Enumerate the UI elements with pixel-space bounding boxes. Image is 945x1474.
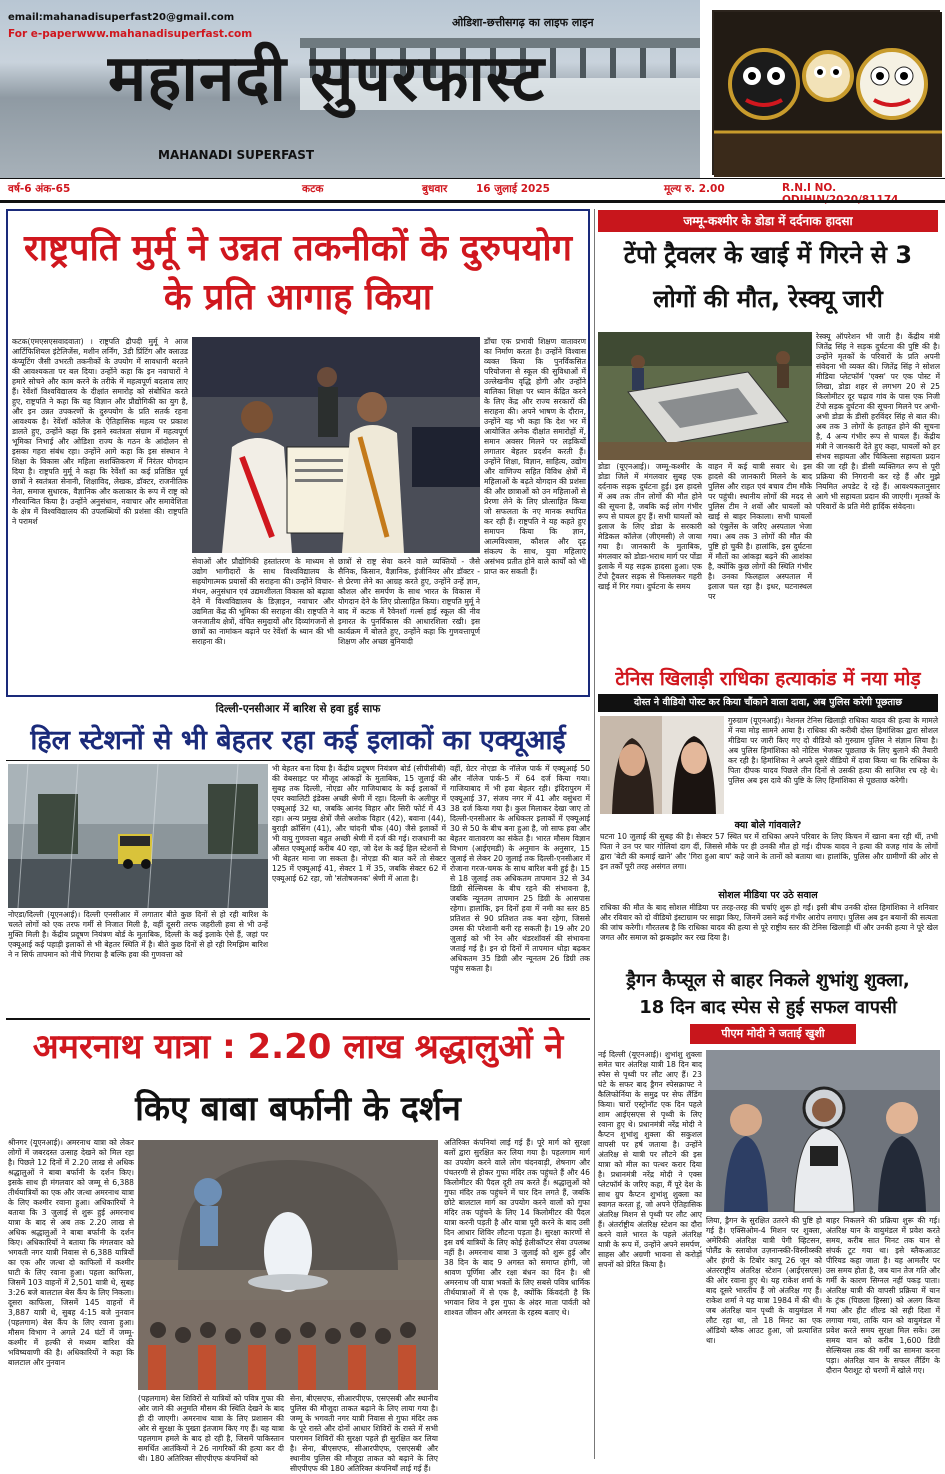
- story5-col3: सेना, बीएसएफ, सीआरपीएफ, एसएसबी और स्थानीय पुलिस की मौजूदा ताकत बढ़ाने के लिए लाया गया है। जम्मू के भगवती नगर यात्री निवास से गुफा मंदिर तक के पूरे रास्ते और दोनों आधार शिविरों के रास्ते में सभी पारगमन शिविरों की सुरक्षा पहले ही सुरक्षित कर लिया है। सेना, बीएसएफ, सीआरपीएफ, एसएसबी और स्थानीय पुलिस की मौजूदा ताकत को बढ़ाने के लिए सीएपीएफ की 180 अतिरिक्त कंपनियाँ लाई गई हैं।: [290, 1394, 438, 1474]
- dateline-city: कटक: [302, 183, 324, 195]
- story4-photo-rain: [8, 764, 268, 908]
- story5-photo-shivling: [138, 1140, 438, 1390]
- story6-col1: नई दिल्ली (यूएनआई)। शुभांशु शुक्ला समेत चार अंतरिक्ष यात्री 18 दिन बाद स्पेस से पृथ्वी पर लौट आए हैं। 23 घंटे के सफर बाद ड्रैगन स्पेसक्राफ्ट ने कैलिफोर्निया के समुद्र पर सेफ लैंडिंग किया। चारों एस्ट्रोनॉट एक दिन पहले शाम आईएसएस से पृथ्वी के लिए रवाना हुए थे। प्रधानमंत्री नरेंद्र मोदी ने कैप्टन शुभांशु शुक्ला की सकुशल वापसी पर हर्ष जताया है। उन्होंने अंतरिक्ष से यात्री पर लौटने की इस यात्रा को मील का पत्थर करार दिया है। प्रधानमंत्री नरेंद्र मोदी ने एक्स प्लेटफॉर्म के जरिए कहा, मैं पूरे देश के साथ ग्रुप कैप्टन शुभांशु शुक्ला का स्वागत करता हूं, जो अपने ऐतिहासिक अंतरिक्ष मिशन से पृथ्वी पर लौट आए हैं। अंतर्राष्ट्रीय अंतरिक्ष स्टेशन का दौरा करने वाले भारत के पहले अंतरिक्ष यात्री के रूप में, उन्होंने अपने समर्पण, साहस और अग्रणी भावना से करोड़ों सपनों को प्रेरित किया है।: [598, 1050, 702, 1270]
- story2-col-right: रेस्क्यू ऑपरेशन भी जारी है। केंद्रीय मंत्री जितेंद्र सिंह ने सड़क दुर्घटना की पुष्टि की है। उन्होंने मृतकों के परिवारों के प्रति अपनी संवेदना भी व्यक्त की। जितेंद्र सिंह ने सोशल मीडिया प्लेटफॉर्म 'एक्स' पर एक पोस्ट में लिखा, डोडा शहर से लगभग 20 से 25 किलोमीटर दूर चढ़ाव गांव के पास एक निजी टेंपो सड़क दुर्घटना की सूचना मिलने पर अभी-अभी डोडा के डीसी हरविंदर सिंह से बात की। अब तक 3 लोगों के हताहत होने की सूचना है, 4 अन्य गंभीर रूप से घायल हैं। केंद्रीय मंत्री ने जानकारी देते हुए कहा, घायलों को हर संभव सहायता और चिकित्सा सहायता प्रदान की जा रही है। डीसी व्यक्तिगत रूप से पूरी प्रक्रिया की निगरानी कर रहे हैं और मुझे नियमित अपडेट दे रहे हैं। आवश्यकतानुसार आगे भी सहायता प्रदान की जाएगी। मृतकों के परिवारों के प्रति मेरी हार्दिक संवेदना।: [816, 332, 940, 512]
- story4-col2: भी बेहतर बना दिया है। केंद्रीय प्रदूषण नियंत्रण बोर्ड (सीपीसीबी) की वेबसाइट पर मौजूद आंकड़ों के मुताबिक, 15 जुलाई की सुबह तक दिल्ली, नोएडा और गाजियाबाद के कई इलाकों में एयर क्वालिटी इंडेक्स अच्छी श्रेणी में रहा। दिल्ली के अलीपुर में एक्यूआई 32 था, जबकि आनंद विहार और सिरी फोर्ट में 43 रहा। अन्य प्रमुख क्षेत्रों जैसे अशोक विहार (42), बवाना (44), बुराड़ी क्रॉसिंग (41), और चांदनी चौक (40) जैसे इलाकों में भी वायु गुणवत्ता बहुत अच्छी श्रेणी में दर्ज की गई। राजधानी का औसत एक्यूआई करीब 40 रहा, जो देश के कई हिल स्टेशनों से भी बेहतर माना जा सकता है। नोएडा की बात करें तो सेक्टर 125 में एक्यूआई 41, सेक्टर 1 में 35, जबकि सेक्टर 62 में एक्यूआई 62 रहा, जो 'संतोषजनक' श्रेणी में आता है।: [272, 764, 446, 884]
- story5-rule: [6, 1018, 590, 1020]
- story4-headline: हिल स्टेशनों से भी बेहतर रहा कई इलाकों का एक्यूआई: [30, 725, 566, 756]
- story1-col-below-a: सेवाओं और प्रौद्योगिकी हस्तांतरण के माध्यम से उद्योग भागीदारों के साथ विश्वविद्यालय के सहयोगात्मक प्रयासों की सराहना की। उन्होंने विचार-मंथन, अनुसंधान एवं उद्यमशीलता विकास को बढ़ावा देने में विश्वविद्यालय के डिज़ाइन, नवाचार और उद्यमिता केंद्र की भूमिका की सराहना की। राष्ट्रपति ने जनजातीय क्षेत्रों, वंचित समुदायों और दिव्यांगजनों से छात्रों का नामांकन बढ़ाने पर रेवेंशॉ के ध्यान की भी सराहना की।: [192, 557, 334, 647]
- story6-headline-line1: ड्रैगन कैप्सूल से बाहर निकले शुभांशु शुक्ला,: [626, 970, 910, 991]
- story2-photo-accident: [598, 332, 812, 460]
- story2-headline-line2: लोगों की मौत, रेस्क्यू जारी: [653, 285, 883, 313]
- story1-photo-president: [192, 337, 480, 553]
- story3-sub2-text: राधिका की मौत के बाद सोशल मीडिया पर तरह-तरह की चर्चाएं शुरू हो गईं। इसी बीच उनकी दोस्त हिमांशिका ने शनिवार और रविवार को दो वीडियो इंस्टाग्राम पर साझा किए, जिनमें उसने कई गंभीर आरोप लगाए। पुलिस अब इन बयानों की सत्यता की जांच करेगी। गौरतलब है कि राधिका यादव की हत्या से पूरे राष्ट्रीय स्तर की टेनिस खिलाड़ी थीं और उनकी हत्या ने पूरे खेल जगत और समाज को झकझोर कर रख दिया है।: [600, 903, 938, 943]
- jagannath-image: [712, 10, 940, 175]
- story1-headline-line1: राष्ट्रपति मुर्मू ने उन्नत तकनीकों के दुरुपयोग: [23, 228, 573, 269]
- story6-headline-line2: 18 दिन बाद स्पेस से हुई सफल वापसी: [639, 997, 897, 1018]
- dateline-rule-top: [0, 178, 945, 179]
- dateline-rule-bottom: [0, 200, 945, 203]
- story1-col-below-b: छात्रों से राष्ट्र सेवा करने वाले व्यक्तियों - जैसे सैनिक, किसान, वैज्ञानिक, इंजीनियर और डॉक्टर - से प्रेरणा लेने का आग्रह करते हुए, उन्होंने उन्हें ज्ञान, कौशल और समर्पण के साथ भारत के विकास में योगदान देने के लिए प्रोत्साहित किया। राष्ट्रपति मुर्मू ने बाद में कटक में रैवेनशॉ गर्ल्स हाई स्कूल की नीव इमारत के पुनर्विकास की आधारशिला रखी। इस कार्यक्रम में बोलते हुए, उन्होंने कहा कि गुणवत्तापूर्ण शिक्षण और अच्छा बुनियादी: [338, 557, 480, 647]
- masthead-title: महानदी सुपरफास्ट: [108, 41, 546, 116]
- story5-col1: श्रीनगर (यूएनआई)। अमरनाथ यात्रा को लेकर लोगों में जबरदस्त उत्साह देखने को मिल रहा है। पिछले 12 दिनों में 2.20 लाख से अधिक श्रद्धालुओं ने बाबा बर्फानी के दर्शन किए। इसके साथ ही मंगलवार को जम्मू से 6,388 तीर्थयात्रियों का एक और जत्था अमरनाथ यात्रा के लिए कश्मीर रवाना हुआ। अधिकारियों ने बताया कि 3 जुलाई से शुरू हुई अमरनाथ यात्रा के बाद से अब तक 2.20 लाख से अधिक श्रद्धालुओं ने बाबा बर्फानी के दर्शन किए। अधिकारियों ने बताया कि मंगलवार को भगवती नगर यात्री निवास से 6,388 यात्रियों का एक और जत्था दो काफिलों में कश्मीर घाटी के लिए रवाना हुआ। पहला काफिला, जिसमें 103 वाहनों में 2,501 यात्री थे, सुबह 3:26 बजे बालटाल बेस कैंप के लिए निकला। दूसरा काफिला, जिसमें 145 वाहनों में 3,887 यात्री थे, सुबह 4:15 बजे नुनवान (पहलगाम) बेस कैंप के लिए रवाना हुआ। मौसम विभाग ने अगले 24 घंटों में जम्मू-कश्मीर में हल्की से मध्यम बारिश की भविष्यवाणी की है। अधिकारियों ने कहा कि बालटाल और नुनवान: [8, 1138, 134, 1368]
- story4-col1: नोएडा/दिल्ली (यूएनआई)। दिल्ली एनसीआर में लगातार बीते कुछ दिनों से हो रही बारिश के चलते लोगों को एक तरफ गर्मी से निजात मिली है, वहीं दूसरी तरफ जहरीली हवा से भी उन्हें मुक्ति मिली है। केंद्रीय प्रदूषण नियंत्रण बोर्ड के मुताबिक, दिल्ली के कई इलाके ऐसे हैं, जहां पर एक्यूआई कई पहाड़ी इलाकों से भी बेहतर स्थिति में है। बीते कुछ दिनों से हो रही रिमझिम बारिश ने न सिर्फ तापमान को नीचे गिराया है बल्कि हवा की गुणवत्ता को: [8, 910, 268, 960]
- story6-col3: बाहर निकलने की प्रक्रिया शुरू की गई। अंतरिक्ष यान के वायुमंडल में प्रवेश करते समय, करीब सात मिनट तक यान से संपर्क टूट गया था। इसे ब्लैकआउट पीरियड कहा जाता है। यह आमतौर पर उस समय होता है, जब यान तेज गति और गर्मी के कारण सिग्नल नहीं पकड़ पाता। अंतरिक्ष यात्री की वापसी प्रक्रिया में यान के ट्रंक (पिछला हिस्सा) को अलग किया गया और हीट शील्ड को सही दिशा में लगाया गया, ताकि यान को वायुमंडल में प्रवेश करते समय सुरक्षा मिल सके। उस समय यान को करीब 1,600 डिग्री सेल्सियस तक की गर्मी का सामना करना पड़ा। अंतरिक्ष यान के सफल लैंडिंग के दौरान पैराशूट दो चरणों में खोले गए।: [826, 1216, 940, 1376]
- dateline-rni: R.N.I NO.: [782, 182, 837, 194]
- story1-col2: डाँचा एक प्रभावी शिक्षण वातावरण का निर्माण करता है। उन्होंने विश्वास व्यक्त किया कि पुनर्विकसित परियोजना से स्कूल की सुविधाओं में उल्लेखनीय वृद्धि होगी और उन्होंने बालिका शिक्षा पर ध्यान केंद्रित करने के लिए केंद्र और राज्य सरकारों की सराहना की। अपने भाषण के दौरान, उन्होंने यह भी कहा कि देश भर में आयोजित अनेक दीक्षांत समारोहों में, समान अवसर मिलने पर लड़कियों लगातार बेहतर प्रदर्शन करती हैं। उन्होंने शिक्षा, विज्ञान, साहित्य, उद्योग और वाणिज्य सहित विविध क्षेत्रों में महिलाओं के बढ़ते योगदान की प्रशंसा की और छात्राओं को उन महिलाओं से प्रेरणा लेने के लिए प्रोत्साहित किया जो सफलता के नए मानक स्थापित कर रही हैं। राष्ट्रपति ने यह कहते हुए समापन किया कि ज्ञान, आत्मविश्वास, कौशल और दृढ़ संकल्प के साथ, युवा महिलाएं असंभव प्रतीत होने वाले कार्यों को भी प्राप्त कर सकती हैं।: [484, 337, 586, 577]
- main-column-divider: [594, 209, 595, 1459]
- dateline-volume: वर्ष-6 अंक-65: [8, 183, 71, 195]
- story3-photo-radhika: [600, 716, 724, 814]
- masthead-tagline: ओडिशा-छत्तीसगढ़ का लाइफ लाइन: [452, 16, 594, 29]
- masthead-email: email:mahanadisuperfast20@gmail.com: [8, 12, 235, 23]
- story5-col2: (पहलगाम) बेस शिविरों से यात्रियों को पवित्र गुफा की ओर जाने की अनुमति मौसम की स्थिति देखने के बाद ही दी जाएगी। अमरनाथ यात्रा के लिए प्रशासन की ओर से सुरक्षा के पुख्ता इंतजाम किए गए हैं। यह यात्रा पहलगाम हमले के बाद हो रही है, जिसमें पाकिस्तान समर्थित आतंकियों ने 26 नागरिकों की हत्या कर दी थी। 180 अतिरिक्त सीएपीएफ कंपनियों को: [138, 1394, 284, 1464]
- masthead-subtitle: MAHANADI SUPERFAST: [158, 148, 315, 162]
- dateline-date: 16 जुलाई 2025: [476, 183, 550, 195]
- story3-sub2: सोशल मीडिया पर उठे सवाल: [718, 890, 818, 901]
- story3-sub1-text: घटना 10 जुलाई की सुबह की है। सेक्टर 57 स्थित घर में राधिका अपने परिवार के लिए किचन में खाना बना रही थीं, तभी पिता ने उन पर चार गोलियां दाग दीं, जिससे मौके पर ही उनकी मौत हो गई। दीपक यादव ने हत्या की वजह गांव के लोगों द्वारा 'बेटी की कमाई खाने' और 'गिरा हुआ बाप' कहे जाने के तानों को बताया था। हालांकि, पुलिस और ग्रामीणों की ओर से इन तर्कों पूरी तरह असंगत लगा।: [600, 832, 938, 872]
- story3-col1: गुरुग्राम (यूएनआई)। नेशनल टेनिस खिलाड़ी राधिका यादव की हत्या के मामले में नया मोड़ सामने आया है। राधिका की करीबी दोस्त हिमांशिका द्वारा सोशल मीडिया पर जारी किए गए दो वीडियो को गुरुग्राम पुलिस ने संज्ञान लिया है। अब पुलिस हिमांशिका को नोटिस भेजकर पूछताछ के लिए बुलाने की तैयारी कर रही है। हिमांशिका ने अपने दूसरे वीडियो में दावा किया था कि राधिका के पिता दीपक यादव पिछले तीन दिनों से उसकी हत्या की साजिश रच रहे थे। पुलिस अब इस दावे की पुष्टि के लिए हिमांशिका से पूछताछ करेगी।: [728, 716, 938, 786]
- story2-headline-line1: टेंपो ट्रैवलर के खाई में गिरने से 3: [623, 241, 913, 269]
- story6-kicker: पीएम मोदी ने जताई खुशी: [690, 1024, 856, 1044]
- story4-kicker: दिल्ली-एनसीआर में बारिश से हवा हुई साफ: [215, 703, 381, 715]
- masthead-epaper: For e-paperwww.mahanadisuperfast.com: [8, 28, 253, 40]
- dateline-day: बुधवार: [422, 183, 448, 195]
- story2-col2: वाहन में कई यात्री सवार थे। इस हादसे की जानकारी मिलने के बाद पुलिस और राहत एवं बचाव टीम मौके पर पहुंची। स्थानीय लोगों की मदद से पुलिस टीम ने शवों और घायलों को खाई से बाहर निकाला। सभी घायलों को एंबुलेंस के जरिए अस्पताल भेजा गया। अब तक 3 लोगों की मौत की पुष्टि हो चुकी है। हालांकि, इस दुर्घटना में मौतों का आंकड़ा बढ़ने की आशंका है, क्योंकि कुछ लोगों की स्थिति गंभीर है। उनका फिलहाल अस्पताल में इलाज चल रहा है। इधर, घटनास्थल पर: [708, 462, 812, 602]
- story3-headline: टेनिस खिलाड़ी राधिका हत्याकांड में नया मोड़: [615, 668, 921, 690]
- story1-headline-line2: के प्रति आगाह किया: [163, 277, 433, 318]
- story6-photo-astronaut: [706, 1050, 940, 1212]
- dateline-price: मूल्य रु. 2.00: [664, 183, 725, 195]
- story3-sub1: क्या बोले गांववाले?: [734, 820, 802, 831]
- story1-col1: कटक(एमएसएसवादवाता) । राष्ट्रपति द्रौपदी मुर्मू ने आज आर्टिफिशियल इंटेलिजेंस, मशीन लर्निंग, 3डी प्रिंटिंग और क्लाउड कंप्यूटिंग जैसी उभरती तकनीकों के उपयोग में सावधानी बरतने की आवश्यकता पर बल दिया। उन्होंने कहा कि इन नवाचारों ने हमारे सोचने और काम करने के तरीके में महत्वपूर्ण बदलाव लाए हैं। रेवेंशॉ विश्वविद्यालय के दीक्षांत समारोह को संबोधित करते हुए, राष्ट्रपति ने कहा कि यह विज्ञान और प्रौद्योगिकी का युग है, और इन उन्नत उपकरणों के दुरुपयोग के प्रति सतर्क रहना आवश्यक है। रेवेंशॉ कॉलेज के ऐतिहासिक महत्व पर प्रकाश डालते हुए, उन्होंने कहा कि इसने स्वतंत्रता संग्राम में महत्वपूर्ण भूमिका निभाई और ओडिशा राज्य के गठन के आंदोलन से इसका गहरा संबंध रहा। उन्होंने आगे कहा कि इस संस्थान ने शिक्षा के विकास और महिला सशक्तिकरण में निरंतर योगदान दिया है। राष्ट्रपति मुर्मू ने कहा कि रेवेंशॉ का कई प्रतिष्ठित पूर्व छात्रों ने स्वतंत्रता सेनानी, शिक्षाविद, लेखक, डॉक्टर, राजनीतिक नेता, समाज सुधारक, वैज्ञानिक और कलाकार के रूप में राष्ट्र को गौरवान्वित किया है। उन्होंने अनुसंधान, नवाचार और समावेशिता के क्षेत्र में विश्वविद्यालय की उपलब्धियों की प्रशंसा की। राष्ट्रपति ने परामर्श: [12, 337, 188, 527]
- story4-rule: [6, 760, 590, 761]
- story5-col4: अतिरिक्त कंपनियां लाई गई हैं। पूरे मार्ग को सुरक्षा बलों द्वारा सुरक्षित कर लिया गया है। पहलगाम मार्ग का उपयोग करने वाले लोग चंदनवाड़ी, शेषनाग और पंचतरणी से होकर गुफा मंदिर तक पहुंचते हैं और 46 किलोमीटर की पैदल दूरी तय करते हैं। श्रद्धालुओं को गुफा मंदिर तक पहुंचने में चार दिन लगते हैं, जबकि छोटे बालटाल मार्ग का उपयोग करने वालों को गुफा मंदिर तक पहुंचने के लिए 14 किलोमीटर की पैदल यात्रा करनी पड़ती है और यात्रा पूरी करने के बाद उसी दिन आधार शिविर लौटना पड़ता है। सुरक्षा कारणों से इस वर्ष यात्रियों के लिए कोई हेलीकॉप्टर सेवा उपलब्ध नहीं है। अमरनाथ यात्रा 3 जुलाई को शुरू हुई और 38 दिन के बाद 9 अगस्त को समाप्त होगी, जो श्रावण पूर्णिमा और रक्षा बंधन का दिन है। श्री अमरनाथ जी यात्रा भक्तों के लिए सबसे पवित्र धार्मिक तीर्थयात्राओं में से एक है, क्योंकि किंवदंती है कि भगवान शिव ने इस गुफा के अंदर माता पार्वती को शाश्वत जीवन और अमरता के रहस्य बताए थे।: [444, 1138, 590, 1318]
- story3-kicker: दोस्त ने वीडियो पोस्ट कर किया चौंकाने वाला दावा, अब पुलिस करेगी पूछताछ: [598, 694, 938, 712]
- story2-col1: डोडा (यूएनआई)। जम्मू-कश्मीर के डोडा जिले में मंगलवार सुबह एक दर्दनाक सड़क दुर्घटना हुई। इस हादसे में अब तक तीन लोगों की मौत होने की सूचना है, जबकि कई लोग गंभीर रूप से घायल हुए हैं। सभी घायलों को इलाज के लिए डोडा के सरकारी मेडिकल कॉलेज (जीएमसी) ले जाया गया है। जानकारी के मुताबिक, मंगलवार को डोडा-भराथ मार्ग पर पोंडा इलाके में यह सड़क हादसा हुआ। एक टेंपो ट्रैवलर सड़क से फिसलकर गहरी खाई में गिर गया। दुर्घटना के समय: [598, 462, 702, 592]
- story4-col3: वहीं, ग्रेटर नोएडा के नॉलेज पार्क में एक्यूआई 50 और नॉलेज पार्क-5 में 64 दर्ज किया गया। गाजियाबाद में भी हवा बेहतर रही। इंदिरापुरम में एक्यूआई 37, संजय नगर में 41 और वसुंधरा में 38 दर्ज किया गया है। कुल मिलाकर देखा जाए तो दिल्ली-एनसीआर के अधिकतर इलाकों में एक्यूआई 30 से 50 के बीच बना हुआ है, जो साफ हवा और बेहतर वातावरण का संकेत है। भारत मौसम विज्ञान विभाग (आईएमडी) के अनुमान के अनुसार, 15 जुलाई से लेकर 20 जुलाई तक दिल्ली-एनसीआर में रोजाना गरज-चमक के साथ बारिश बनी हुई है। 15 से 18 जुलाई तक अधिकतम तापमान 32 से 34 डिग्री सेल्सियस के बीच रहने की संभावना है, जबकि न्यूनतम तापमान 25 डिग्री के आसपास रहेगा। हालांकि, इन दिनों हवा में नमी का स्तर 85 प्रतिशत से 90 प्रतिशत तक बना रहेगा, जिससे उमस की परेशानी बनी रह सकती है। 19 और 20 जुलाई को भी रेन और थंडरशॉवर्स की संभावना जताई गई है। इन दो दिनों में तापमान थोड़ा बढ़कर अधिकतम 35 डिग्री और न्यूनतम 26 डिग्री तक पहुंच सकता है।: [450, 764, 590, 974]
- story5-headline-line2: किए बाबा बर्फानी के दर्शन: [135, 1089, 461, 1129]
- story2-kicker: जम्मू-कश्मीर के डोडा में दर्दनाक हादसा: [598, 210, 938, 232]
- story5-headline-line1: अमरनाथ यात्रा : 2.20 लाख श्रद्धालुओं ने: [32, 1027, 564, 1067]
- story6-col2: लिया, ड्रैगन के सुरक्षित उतरने की पुष्टि हो गई है। एक्सिओम-4 मिशन पर शुक्ला, अमेरिकी अंतरिक्ष यात्री पेगी व्हिटसन, पोलैंड के स्लावोज उज़नान्स्की-विस्नीव्स्की और हंगरी के टिबोर कापू 26 जून को अंतरराष्ट्रीय अंतरिक्ष स्टेशन (आईएसएस) की ओर रवाना हुए थे। यह राकेश शर्मा के बाद दूसरे भारतीय हैं जो अंतरिक्ष गए हैं। राकेश शर्मा ने यह यात्रा 1984 में की थी। जब अंतरिक्ष यान पृथ्वी के वायुमंडल में लौट रहा था, तो 18 मिनट का एक ऑडियो ब्लैक आउट हुआ, जो प्रत्याशित था।: [706, 1216, 822, 1346]
